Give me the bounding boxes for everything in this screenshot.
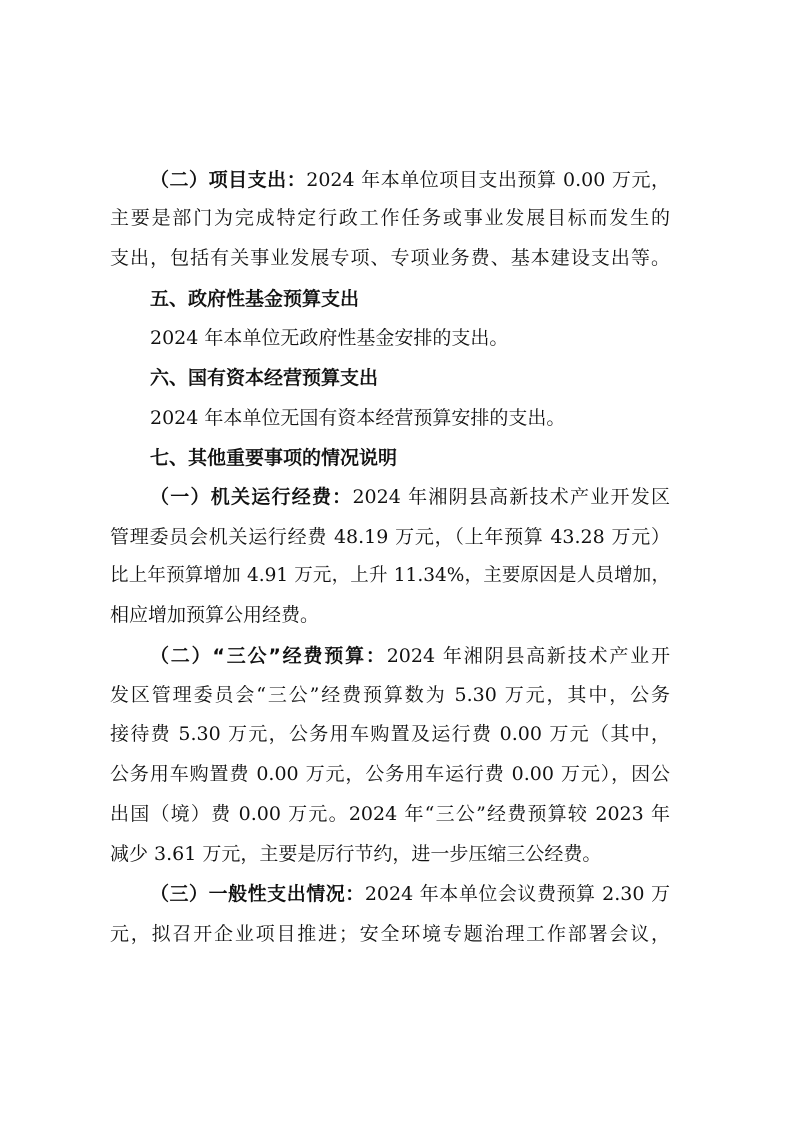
three-public-line-2: 发区管理委员会“三公”经费预算数为 5.30 万元，其中，公务 xyxy=(110,684,670,706)
operating-cost-line-3: 比上年预算增加 4.91 万元，上升 11.34%，主要原因是人员增加， xyxy=(110,565,670,586)
section-5-heading: 五、政府性基金预算支出 xyxy=(150,288,360,310)
three-public-label: （二）“三公”经费预算： xyxy=(150,645,387,667)
general-expense-line-1: （三）一般性支出情况：2024 年本单位会议费预算 2.30 万 xyxy=(150,883,670,905)
operating-cost-line-4: 相应增加预算公用经费。 xyxy=(110,604,320,626)
project-expense-label: （二）项目支出： xyxy=(150,169,307,191)
general-expense-line-2: 元，拟召开企业项目推进；安全环境专题治理工作部署会议， xyxy=(110,923,670,945)
project-expense-line-2: 主要是部门为完成特定行政工作任务或事业发展目标而发生的 xyxy=(110,207,670,229)
section-6-text: 2024 年本单位无国有资本经营预算安排的支出。 xyxy=(150,407,566,429)
section-5-text: 2024 年本单位无政府性基金安排的支出。 xyxy=(150,327,509,349)
operating-cost-line-1: （一）机关运行经费：2024 年湘阴县高新技术产业开发区 xyxy=(150,486,670,508)
three-public-line-1: （二）“三公”经费预算：2024 年湘阴县高新技术产业开 xyxy=(150,645,670,667)
operating-cost-label: （一）机关运行经费： xyxy=(150,486,353,508)
three-public-line-3: 接待费 5.30 万元，公务用车购置及运行费 0.00 万元（其中， xyxy=(110,723,670,745)
operating-cost-line-2: 管理委员会机关运行经费 48.19 万元，（上年预算 43.28 万元） xyxy=(110,526,670,548)
three-public-line-6: 减少 3.61 万元，主要是厉行节约，进一步压缩三公经费。 xyxy=(110,843,602,865)
section-7-heading: 七、其他重要事项的情况说明 xyxy=(150,447,398,469)
three-public-line-5: 出国（境）费 0.00 万元。2024 年“三公”经费预算较 2023 年 xyxy=(110,803,670,825)
section-6-heading: 六、国有资本经营预算支出 xyxy=(150,367,379,389)
three-public-line-4: 公务用车购置费 0.00 万元，公务用车运行费 0.00 万元），因公 xyxy=(110,763,670,785)
project-expense-line-3: 支出，包括有关事业发展专项、专项业务费、基本建设支出等。 xyxy=(110,247,670,269)
general-expense-label: （三）一般性支出情况： xyxy=(150,883,365,905)
project-expense-line-1: （二）项目支出：2024 年本单位项目支出预算 0.00 万元， xyxy=(150,169,670,191)
